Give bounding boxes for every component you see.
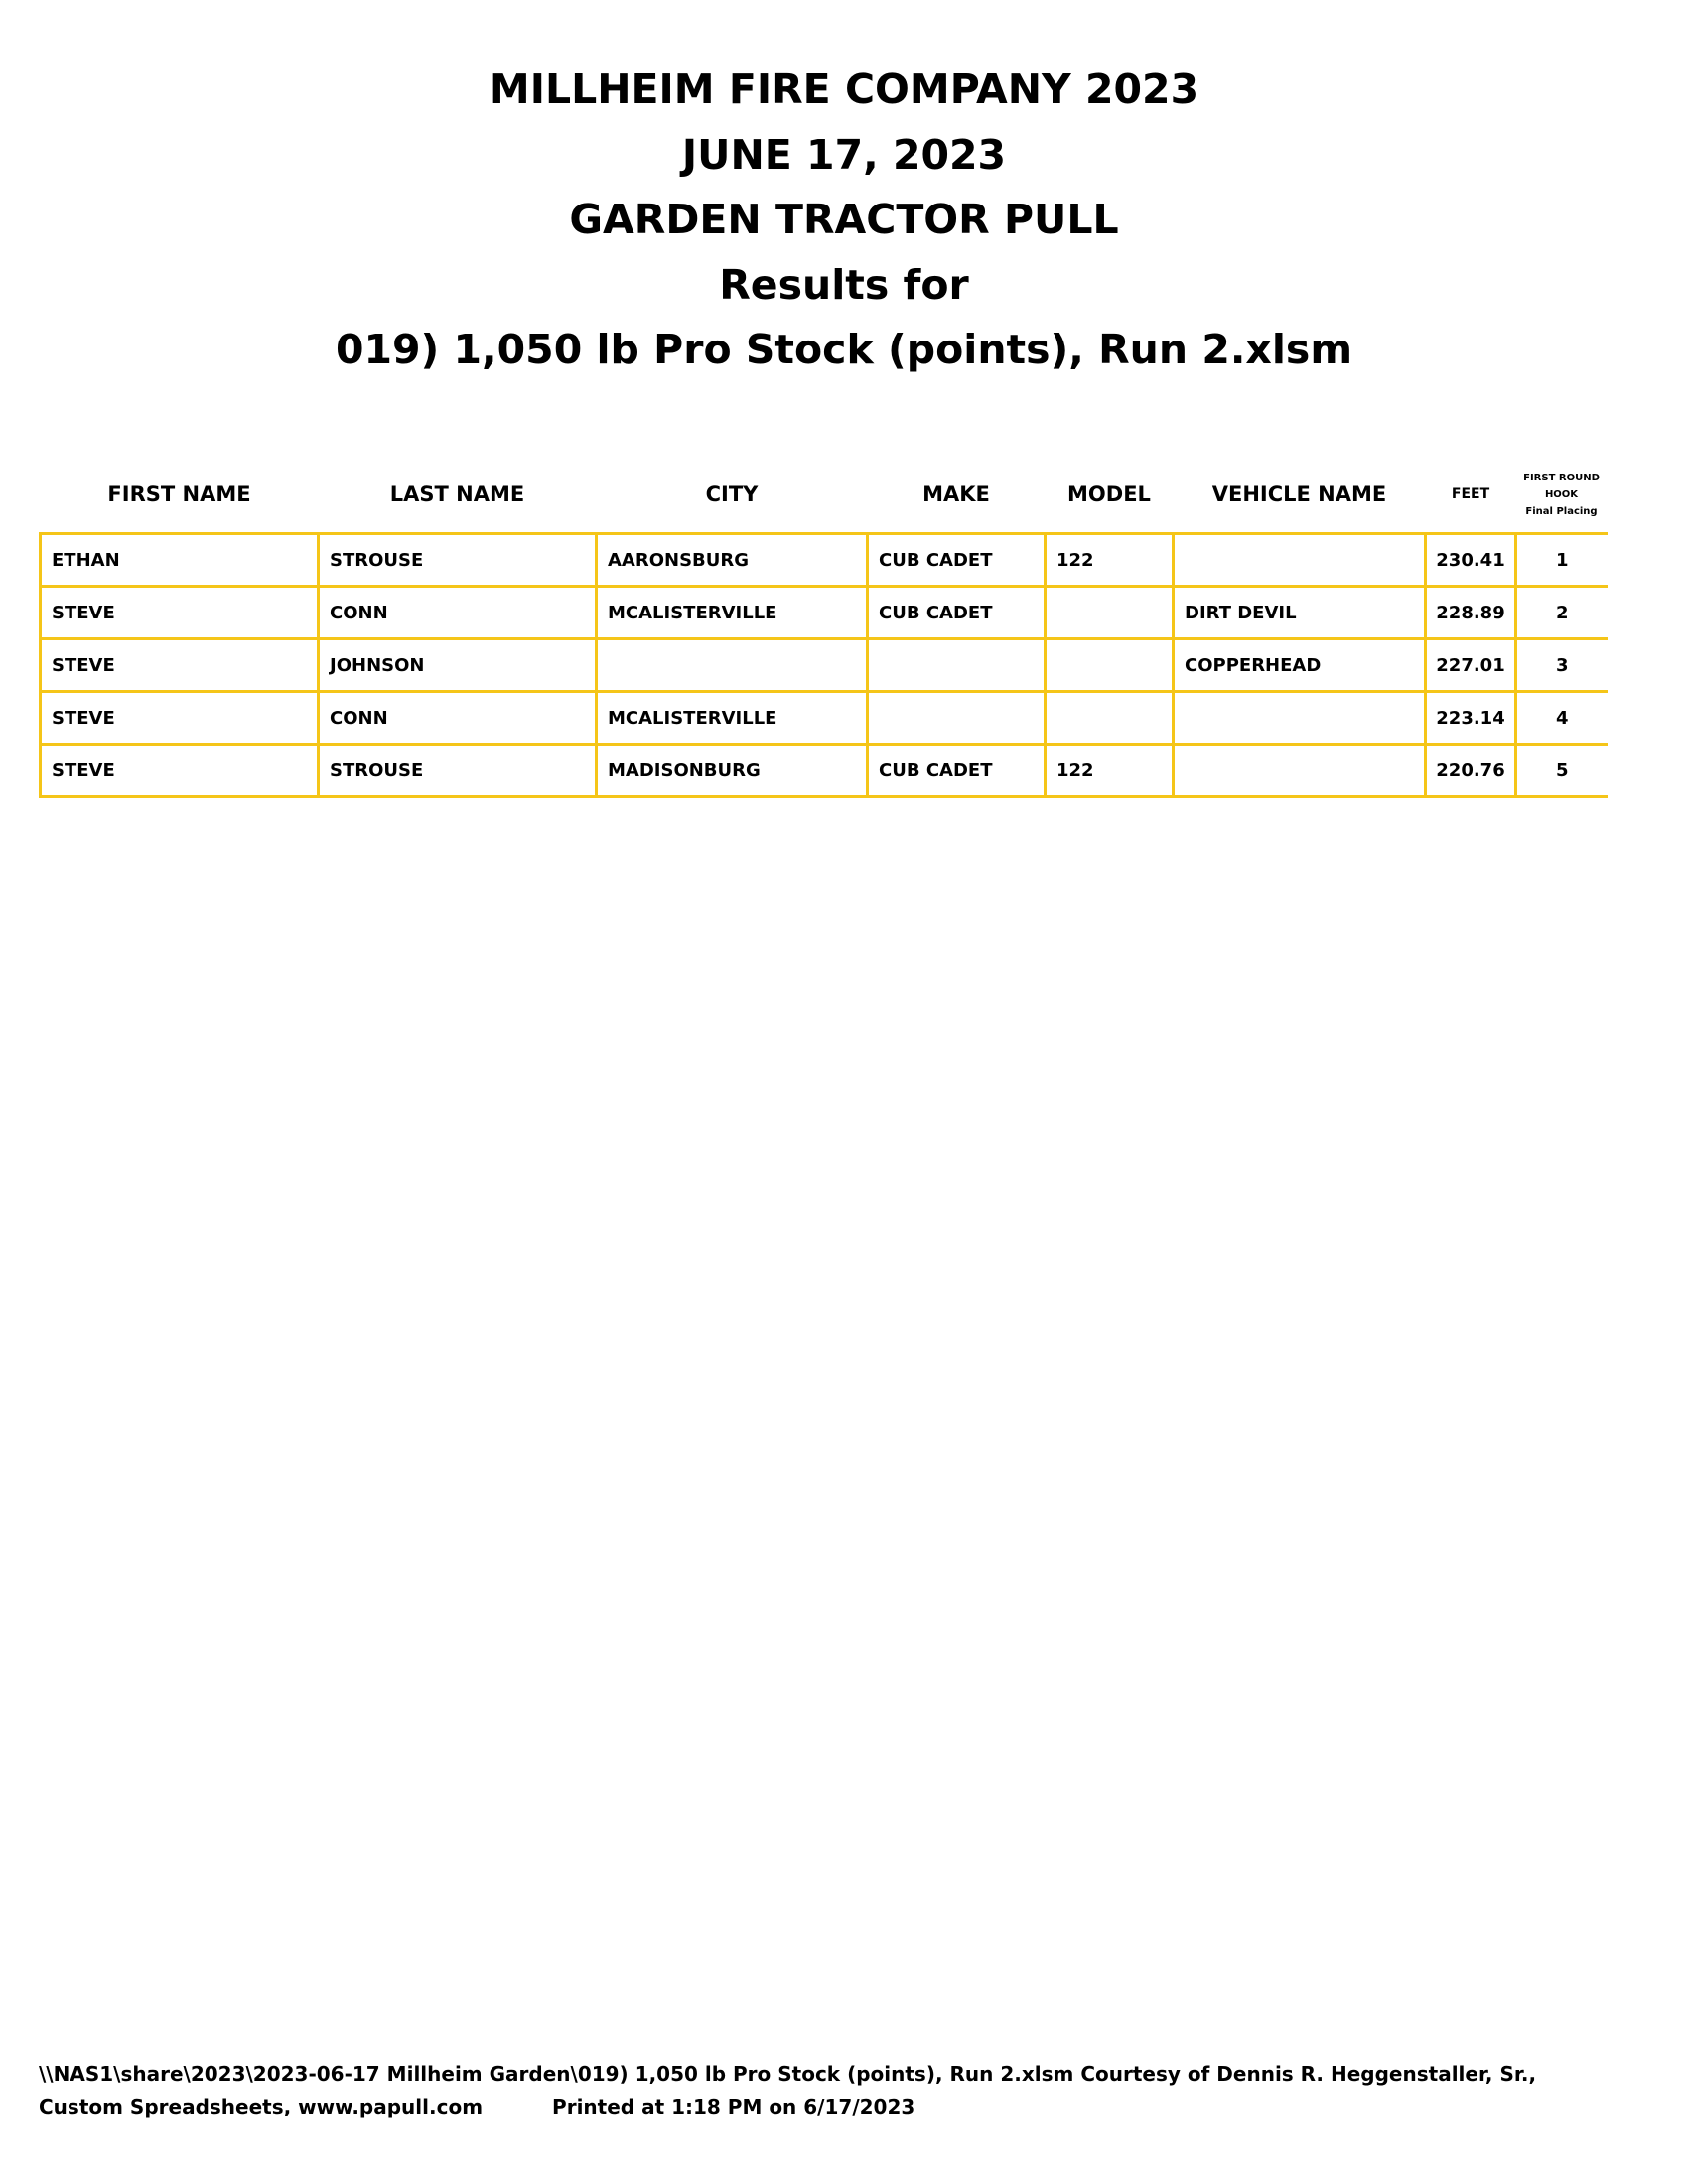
cell-vehicle-name <box>1174 745 1426 797</box>
table-row <box>41 587 1608 639</box>
header-city: CITY <box>705 482 759 506</box>
table-row <box>41 692 1608 745</box>
cell-vehicle-name: COPPERHEAD <box>1174 639 1426 692</box>
footer-second-line <box>39 2091 1536 2123</box>
cell-make: CUB CADET <box>868 534 1046 587</box>
header-hook-line1: FIRST ROUND <box>1523 472 1600 483</box>
table-row <box>41 745 1608 797</box>
cell-last-name: CONN <box>319 587 597 639</box>
header-feet: FEET <box>1451 486 1490 502</box>
cell-first-name: STEVE <box>41 587 319 639</box>
cell-first-name: STEVE <box>41 639 319 692</box>
footer-file-path: \\NAS1\share\2023\2023-06-17 Millheim Garden\019) 1,050 lb Pro Stock (points), Run 2.xlsm Courtesy of Dennis R. Heggenstaller, Sr., <box>39 2062 1537 2086</box>
title-organization: MILLHEIM FIRE COMPANY 2023 <box>489 66 1199 113</box>
cell-placing: 1 <box>1516 534 1608 587</box>
cell-last-name: STROUSE <box>319 745 597 797</box>
cell-first-name: STEVE <box>41 692 319 745</box>
title-results-for: Results for <box>719 260 969 309</box>
cell-last-name: STROUSE <box>319 534 597 587</box>
cell-feet: 228.89 <box>1426 587 1516 639</box>
header-vehicle-name: VEHICLE NAME <box>1211 482 1387 506</box>
title-event: GARDEN TRACTOR PULL <box>569 196 1119 243</box>
cell-model: 122 <box>1046 534 1174 587</box>
title-date: JUNE 17, 2023 <box>681 130 1007 179</box>
results-table-wrapper <box>39 457 1608 798</box>
header-hook-placing <box>1516 457 1608 534</box>
header-hook-line3: Final Placing <box>1525 505 1598 517</box>
cell-feet: 220.76 <box>1426 745 1516 797</box>
cell-placing: 2 <box>1516 587 1608 639</box>
footer-credit: Custom Spreadsheets, www.papull.com <box>39 2095 484 2118</box>
cell-city: MADISONBURG <box>597 745 868 797</box>
cell-vehicle-name <box>1174 534 1426 587</box>
cell-vehicle-name: DIRT DEVIL <box>1174 587 1426 639</box>
cell-first-name: STEVE <box>41 745 319 797</box>
cell-city: MCALISTERVILLE <box>597 587 868 639</box>
cell-model <box>1046 587 1174 639</box>
header-model: MODEL <box>1067 482 1151 506</box>
cell-model: 122 <box>1046 745 1174 797</box>
cell-model <box>1046 639 1174 692</box>
table-row <box>41 639 1608 692</box>
page-footer <box>39 2058 1536 2123</box>
header-make: MAKE <box>922 482 990 506</box>
cell-city: MCALISTERVILLE <box>597 692 868 745</box>
results-table <box>39 457 1608 798</box>
cell-last-name: JOHNSON <box>319 639 597 692</box>
cell-make <box>868 639 1046 692</box>
cell-placing: 5 <box>1516 745 1608 797</box>
cell-city: AARONSBURG <box>597 534 868 587</box>
cell-feet: 230.41 <box>1426 534 1516 587</box>
table-header-row <box>41 457 1608 534</box>
report-title <box>0 58 1688 383</box>
table-row <box>41 534 1608 587</box>
cell-placing: 3 <box>1516 639 1608 692</box>
cell-city <box>597 639 868 692</box>
header-first-name: FIRST NAME <box>107 482 251 506</box>
title-class-file: 019) 1,050 lb Pro Stock (points), Run 2.xlsm <box>335 326 1353 373</box>
cell-feet: 223.14 <box>1426 692 1516 745</box>
cell-make: CUB CADET <box>868 745 1046 797</box>
footer-printed-at: Printed at 1:18 PM on 6/17/2023 <box>552 2095 915 2118</box>
cell-make <box>868 692 1046 745</box>
cell-make: CUB CADET <box>868 587 1046 639</box>
cell-model <box>1046 692 1174 745</box>
cell-placing: 4 <box>1516 692 1608 745</box>
header-hook-line2: HOOK <box>1544 488 1579 500</box>
cell-first-name: ETHAN <box>41 534 319 587</box>
cell-vehicle-name <box>1174 692 1426 745</box>
header-last-name: LAST NAME <box>389 482 525 506</box>
cell-last-name: CONN <box>319 692 597 745</box>
cell-feet: 227.01 <box>1426 639 1516 692</box>
